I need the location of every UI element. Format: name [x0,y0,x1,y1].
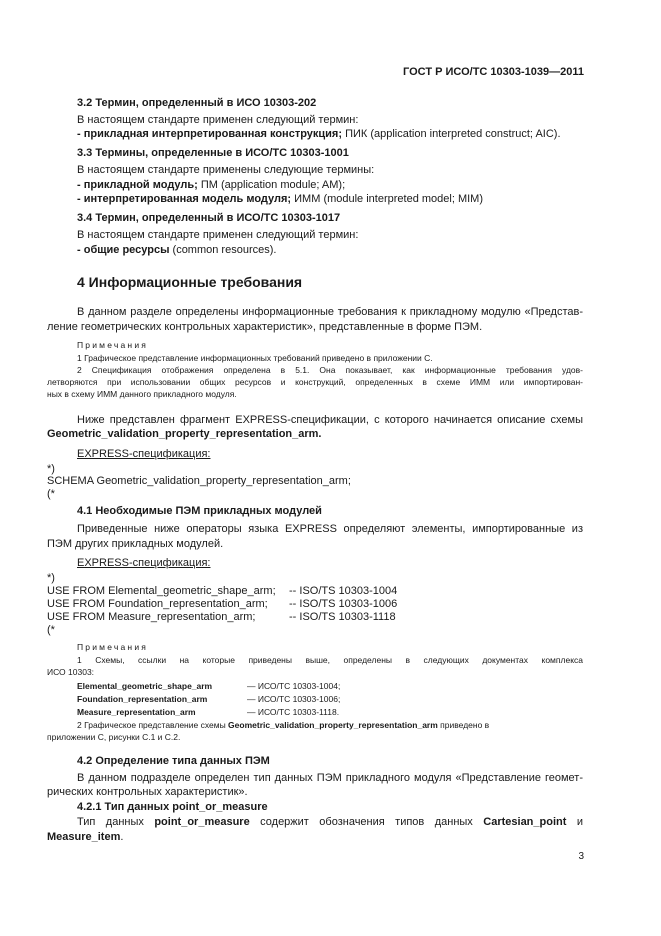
section-4-note-2-line-3: ных в схему ИММ данного прикладного модуля. [47,389,237,399]
code-comment-open: *) [47,572,55,584]
term-bold: - прикладной модуль; [77,179,198,191]
section-4-2-1-para-line-1 [77,815,583,829]
term-rest: ИММ (module interpreted model; MIM) [291,193,483,205]
note-text: 2 Графическое представление схемы [77,720,229,730]
code-use-statement: USE FROM Elemental_geometric_shape_arm; [47,585,276,597]
code-comment-open: *) [47,463,55,475]
term-bold: - общие ресурсы [77,244,170,256]
section-4-1-note-2-line-2: приложении С, рисунки С.1 и С.2. [47,732,181,742]
section-4-1-note-2-line-1 [77,720,489,731]
section-4-2-title: 4.2 Определение типа данных ПЭМ [77,755,270,767]
section-4-para-1-line-2: ление геометрических контрольных характеристик», представленные в форме ПЭМ. [47,321,483,333]
section-4-2-para-line-2: рических контрольных характеристик». [47,786,248,798]
code-use-reference: -- ISO/TS 10303-1004 [289,585,398,597]
section-4-2-1-title: 4.2.1 Тип данных point_or_measure [77,801,268,813]
section-3-2-intro: В настоящем стандарте применен следующий термин: [77,114,359,126]
section-3-3-title: 3.3 Термины, определенные в ИСО/ТС 10303-1001 [77,147,349,159]
term-rest: ПМ (application module; AM); [197,179,346,191]
ref-document: — ИСО/ТС 10303-1118. [247,707,340,717]
para-text: . [120,831,124,843]
code-use-reference: -- ISO/TS 10303-1006 [289,598,398,610]
type-name: point_or_measure [154,816,250,828]
term-rest: ПИК (application interpreted construct; AIC). [342,128,561,140]
section-3-3-term-1 [77,178,345,192]
term-rest: (common resources). [169,244,277,256]
section-4-1-para-line-2: ПЭМ других прикладных модулей. [47,538,224,550]
express-spec-label: EXPRESS-спецификация: [77,557,211,569]
section-4-1-notes-label: Примечания [77,642,149,652]
para-text: и [566,816,583,828]
ref-document: — ИСО/ТС 10303-1006; [247,694,341,704]
ref-document: — ИСО/ТС 10303-1004; [247,681,341,691]
section-3-2-title: 3.2 Термин, определенный в ИСО 10303-202 [77,97,317,109]
section-4-2-1-para-line-2 [47,830,123,844]
code-schema-declaration: SCHEMA Geometric_validation_property_representation_arm; [47,475,351,487]
document-header: ГОСТ Р ИСО/ТС 10303-1039—2011 [403,66,584,78]
code-use-reference: -- ISO/TS 10303-1118 [289,611,396,623]
ref-schema-name: Measure_representation_arm [77,707,196,717]
section-4-1-note-1-line-2: ИСО 10303: [47,667,95,677]
section-4-1-para-line-1: Приведенные ниже операторы языка EXPRESS определяют элементы, импортированные из [77,523,583,535]
type-name: Cartesian_point [483,816,567,828]
section-4-note-2-line-1: 2 Спецификация отображения определена в 5.1. Она показывает, как информационные требования удов- [77,365,583,375]
ref-schema-name: Foundation_representation_arm [77,694,208,704]
section-3-3-intro: В настоящем стандарте применены следующие термины: [77,164,375,176]
section-3-2-term [77,127,561,141]
type-name: Measure_item [47,831,121,843]
section-4-para-2-line-1: Ниже представлен фрагмент EXPRESS-спецификации, с которого начинается описание схемы [77,414,583,426]
section-4-note-2-line-2: летворяются при использовании общих ресурсов и конструкций, определенных в схеме ИММ или импортирован- [47,377,583,387]
term-bold: - прикладная интерпретированная конструкция; [77,128,343,140]
section-4-2-para-line-1: В данном подразделе определен тип данных ПЭМ прикладного модуля «Представление геомет- [77,772,583,784]
section-4-para-1-line-1: В данном разделе определены информационные требования к прикладному модулю «Представ- [77,306,583,318]
note-schema-name: Geometric_validation_property_representation_arm [228,720,438,730]
code-comment-close: (* [47,624,55,636]
code-use-statement: USE FROM Foundation_representation_arm; [47,598,268,610]
section-3-4-intro: В настоящем стандарте применен следующий термин: [77,229,359,241]
ref-schema-name: Elemental_geometric_shape_arm [77,681,213,691]
section-4-note-1: 1 Графическое представление информационных требований приведено в приложении С. [77,353,433,363]
schema-name: Geometric_validation_property_representation_arm. [47,428,322,440]
express-spec-label: EXPRESS-спецификация: [77,448,211,460]
section-4-1-title: 4.1 Необходимые ПЭМ прикладных модулей [77,505,322,517]
page-number: 3 [578,851,584,862]
section-4-1-note-1-line-1: 1 Схемы, ссылки на которые приведены выше, определены в следующих документах комплекса [77,655,583,665]
section-4-title: 4 Информационные требования [77,274,303,290]
section-3-4-title: 3.4 Термин, определенный в ИСО/ТС 10303-1017 [77,212,341,224]
code-comment-close: (* [47,488,55,500]
section-3-4-term [77,243,276,257]
para-text: содержит обозначения типов данных [249,816,484,828]
note-text: приведено в [437,720,490,730]
para-text: Тип данных [77,816,155,828]
code-use-statement: USE FROM Measure_representation_arm; [47,611,256,623]
section-4-notes-label: Примечания [77,340,149,350]
term-bold: - интерпретированная модель модуля; [77,193,292,205]
section-3-3-term-2 [77,192,483,206]
